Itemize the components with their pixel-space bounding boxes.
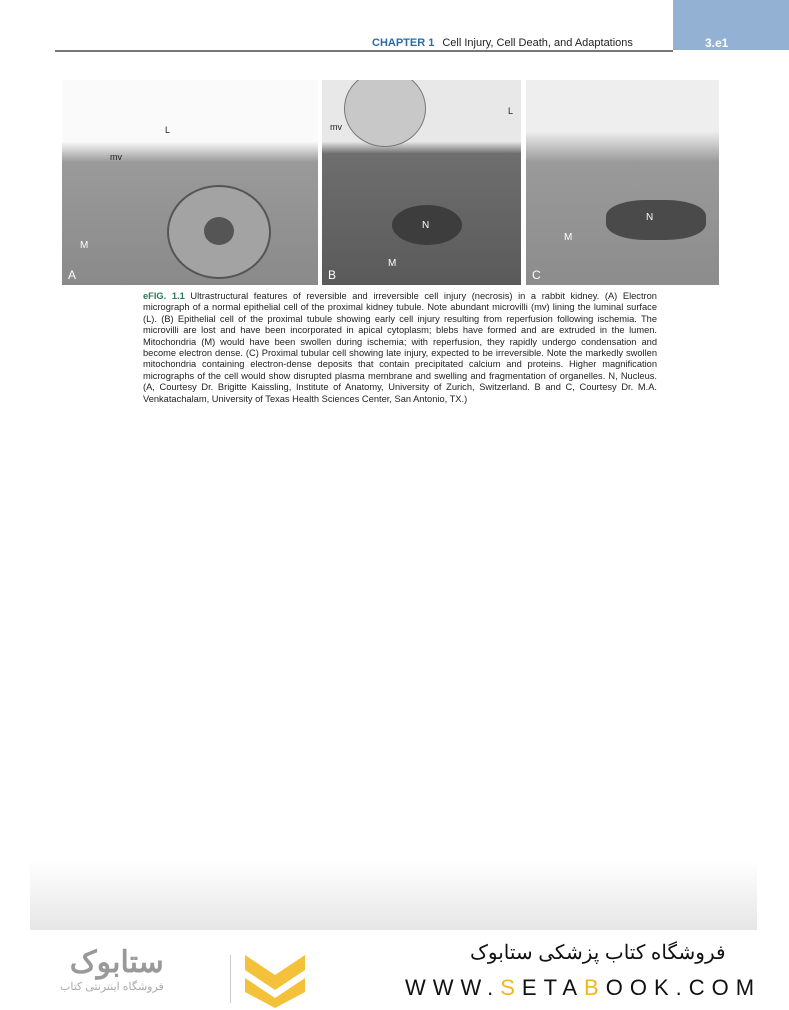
panel-letter: A xyxy=(68,268,77,282)
caption-label: eFIG. 1.1 xyxy=(143,291,185,301)
figure-caption xyxy=(143,291,657,405)
footer-shade xyxy=(30,860,757,930)
label-m: M xyxy=(388,258,397,269)
nucleus xyxy=(606,200,706,240)
chapter-label: CHAPTER 1 xyxy=(372,37,435,49)
header-rule xyxy=(55,50,673,52)
chevron-logo-icon xyxy=(240,950,310,1010)
label-mv: mv xyxy=(330,122,342,132)
store-url[interactable]: WWW.SETABOOK.COM xyxy=(405,975,762,1000)
page-tab xyxy=(673,0,789,50)
label-mv: mv xyxy=(110,152,122,162)
logo-text: ستابوک xyxy=(69,946,164,979)
running-header xyxy=(372,37,633,49)
label-n: N xyxy=(646,212,654,223)
store-name: فروشگاه کتاب پزشکی ستابوک xyxy=(470,942,726,964)
label-m: M xyxy=(564,232,573,243)
label-m: M xyxy=(80,240,89,251)
caption-text: Ultrastructural features of reversible and irreversible cell injury (necrosis) in a rabbit kidney. (A) Electron micrograph of a normal epithelial cell of the proximal kidney tubule. Note abundant microvilli (mv) lining the luminal surface (L). (B) Epithelial cell of the proximal tubule showing early cell injury resulting from reperfusion following ischemia. The microvilli are lost and have been incorporated in apical cytoplasm; blebs have formed and are extruded in the lumen. Mitochondria (M) would have been swollen during ischemia; with reperfusion, they rapidly undergo condensation and become electron dense. (C) Proximal tubular cell showing late injury, expected to be irreversible. Note the markedly swollen mitochondria containing electron-dense deposits that contain precipitated calcium and proteins. Higher magnification micrographs of the cell would show disrupted plasma membrane and swelling and fragmentation of organelles. N, Nucleus. (A, Courtesy Dr. Brigitte Kaissling, Institute of Anatomy, University of Zurich, Switzerland. B and C, Courtesy Dr. M.A. Venkatachalam, University of Texas Health Sciences Center, San Antonio, TX.) xyxy=(143,291,657,404)
chapter-title: Cell Injury, Cell Death, and Adaptations xyxy=(442,37,633,49)
setabook-logo xyxy=(60,945,164,993)
label-n: N xyxy=(422,220,430,231)
label-l: L xyxy=(508,106,514,116)
micrograph-a xyxy=(62,80,318,285)
micrograph-c xyxy=(526,80,719,285)
panel-letter: B xyxy=(328,268,337,282)
logo-divider xyxy=(230,955,231,1003)
label-l: L xyxy=(165,125,171,135)
panel-letter: C xyxy=(532,268,541,282)
micrograph-b xyxy=(322,80,521,285)
page-number: 3.e1 xyxy=(705,36,729,50)
logo-subtitle: فروشگاه اینترنتی کتاب xyxy=(60,981,164,993)
nucleus xyxy=(167,185,271,279)
